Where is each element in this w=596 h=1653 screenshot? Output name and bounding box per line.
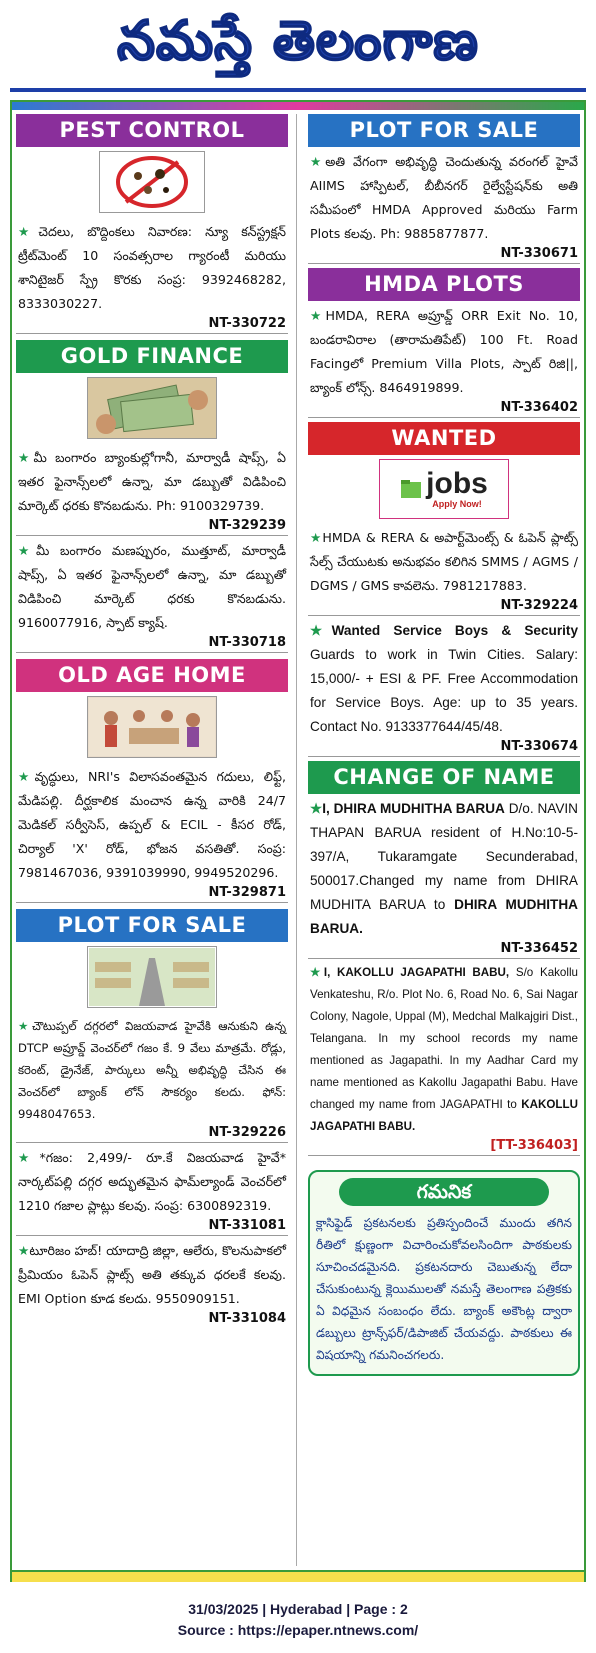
- ad-text: D/o. NAVIN THAPAN BARUA resident of H.No:10-5-397/A, Tukaramgate Secunderabad, 500017.Changed my name from DHIRA MUDHITA BARUA to: [310, 801, 578, 912]
- notice-text: క్లాసిఫైడ్ ప్రకటనలకు ప్రతిస్పందించే ముందు తగిన రీతిలో క్షుణ్ణంగా విచారించుకోవలసిందిగా పాఠకులకు సూచించడమైనది. ప్రకటనదారు చెబుతున్న లేదా చేసుకుంటున్న క్లెయిములతో నమస్తే తెలంగాణ పత్రికకు ఏ విధమైన సంబంధం లేదు. బ్యాంక్ అకౌంట్ల ద్వారా డబ్బులు ట్రాన్స్‌ఫర్/డిపాజిట్ చేయవద్దు. పాఠకులు ఈ విషయాన్ని గమనించగలరు.: [316, 1216, 572, 1362]
- notice-heading: గమనిక: [339, 1178, 549, 1206]
- top-color-strip: [12, 102, 584, 110]
- ad-text: Guards to work in Twin Cities. Salary: 15,000/- + ESI & PF. Free Accommodation for Service Boys. Age: up to 35 years. Contact No. 9133377644/45/48.: [310, 647, 578, 734]
- newspaper-title: నమస్తే తెలంగాణ: [117, 8, 479, 72]
- pest-control-image: [99, 151, 205, 213]
- masthead-rule: [10, 88, 586, 92]
- jobs-image: [379, 459, 509, 519]
- ad-text: HMDA, RERA అప్రూవ్డ్ ORR Exit No. 10, బండరావిరాల (తారామతిపేట్) 100 Ft. Road Facingలో Premium Villa Plots, స్పాట్ రిజి||, బ్యాంక్ లోన్స్. 8464919899.: [310, 308, 578, 395]
- ad-lead: Wanted Service Boys & Security: [331, 623, 579, 638]
- ad-code: NT-329239: [208, 518, 286, 533]
- ad-text: S/o Kakollu Venkateshu, R/o. Plot No. 6, Road No. 6, Sai Nagar Colony, Nagole, Uppal (M), Medchal Malkajgiri Dist., Telangana. In my school records my name mentioned as Jagapathi. In my Aadhar Card my name mentioned as Kakollu Jagapathi Babu. Have changed my name from JAGAPATHI to: [310, 966, 578, 1111]
- wanted-heading: WANTED: [308, 422, 580, 455]
- old-age-home-image: [87, 696, 217, 758]
- ad-gold-2: ★మీ బంగారం మణప్పురం, ముత్తూట్, మార్వాడీ షాప్స్, ఏ ఇతర ఫైనాన్స్‌లలో ఉన్నా, మా డబ్బుతో విడిపించి మార్కెట్ ధరకు కొనబడును. 9160077916, స్పాట్ క్యాష్. NT-330718: [16, 536, 288, 653]
- ad-text: *గజం: 2,499/- రూ.కే విజయవాడ హైవే* నార్కట్‌పల్లి దగ్గర అద్భుతమైన ఫామ్‌ల్యాండ్ వెంచర్‌లో 1210 గజాల ప్లాట్లు కలవు. సంప్ర: 6300892319.: [18, 1150, 286, 1213]
- ad-name-change-1: ★I, DHIRA MUDHITHA BARUA D/o. NAVIN THAPAN BARUA resident of H.No:10-5-397/A, Tukaramgate Secunderabad, 500017.Changed my name from DHIRA MUDHITA BARUA to DHIRA MUDHITHA BARUA. NT-336452: [308, 794, 580, 959]
- right-column: [308, 114, 580, 1376]
- ad-text: HMDA & RERA & అపార్ట్‌మెంట్స్ & ఓపెన్ ప్లాట్స్ సేల్స్ చేయుటకు అనుభవం కలిగిన SMMS / AGMS / DGMS / GMS కావలెను. 7981217883.: [310, 530, 578, 593]
- footer-source-line: Source : https://epaper.ntnews.com/: [177, 1622, 419, 1638]
- ad-code: NT-331084: [208, 1311, 286, 1326]
- ad-wanted-sales: ★HMDA & RERA & అపార్ట్‌మెంట్స్ & ఓపెన్ ప్లాట్స్ సేల్స్ చేయుటకు అనుభవం కలిగిన SMMS / AGMS / DGMS / GMS కావలెను. 7981217883. NT-329224: [308, 523, 580, 616]
- footer-date-line: 31/03/2025 | Hyderabad | Page : 2: [188, 1601, 408, 1617]
- elders-icon: [89, 698, 215, 756]
- ad-wanted-service: ★Wanted Service Boys & Security Guards to work in Twin Cities. Salary: 15,000/- + ESI & PF. Free Accommodation for Service Boys. Age: up to 35 years. Contact No. 9133377644/45/48. NT-330674: [308, 616, 580, 757]
- ad-plot-warangal: ★అతి వేగంగా అభివృద్ధి చెందుతున్న వరంగల్ హైవే AIIMS హాస్పిటల్, బీబీనగర్ రైల్వేస్టేషన్‌కు అతి సమీపంలో HMDA Approved మరియు Farm Plots కలవు. Ph: 9885877877. NT-330671: [308, 147, 580, 264]
- folder-icon: [400, 478, 422, 500]
- ad-pest-control: ★చెదలు, బొద్దింకలు నివారణ: న్యూ కన్‌స్ట్రక్షన్ ట్రీట్‌మెంట్ 10 సంవత్సరాల గ్యారంటీ మరియు శానిటైజర్ స్ప్రే కొరకు సంప్ర: 9392468282, 8333030227. NT-330722: [16, 217, 288, 334]
- ad-code: NT-329871: [208, 885, 286, 900]
- ad-code: NT-330718: [208, 635, 286, 650]
- old-age-home-heading: OLD AGE HOME: [16, 659, 288, 692]
- layout-icon: [89, 948, 215, 1006]
- ad-code: NT-336452: [500, 941, 578, 956]
- ad-text: అతి వేగంగా అభివృద్ధి చెందుతున్న వరంగల్ హైవే AIIMS హాస్పిటల్, బీబీనగర్ రైల్వేస్టేషన్‌కు అతి సమీపంలో HMDA Approved మరియు Farm Plots కలవు. Ph: 9885877877.: [310, 154, 578, 241]
- ad-hmda-plots: ★HMDA, RERA అప్రూవ్డ్ ORR Exit No. 10, బండరావిరాల (తారామతిపేట్) 100 Ft. Road Facingలో Premium Villa Plots, స్పాట్ రిజి||, బ్యాంక్ లోన్స్. 8464919899. NT-336402: [308, 301, 580, 418]
- ad-code: NT-330674: [500, 739, 578, 754]
- pest-control-heading: PEST CONTROL: [16, 114, 288, 147]
- ad-plot-3: ★టూరిజం హబ్! యాదాద్రి జిల్లా, ఆలేరు, కొలనుపాకలో ప్రీమియం ఓపెన్ ప్లాట్స్ అతి తక్కువ ధరలకే కలవు. EMI Option కూడ కలదు. 9550909151. NT-331084: [18, 1243, 286, 1326]
- ad-code: NT-336402: [500, 400, 578, 415]
- ad-code: NT-331081: [208, 1218, 286, 1233]
- ad-lead: I, DHIRA MUDHITHA BARUA: [322, 801, 505, 816]
- ad-text: చెదలు, బొద్దింకలు నివారణ: న్యూ కన్‌స్ట్రక్షన్ ట్రీట్‌మెంట్ 10 సంవత్సరాల గ్యారంటీ మరియు శానిటైజర్ స్ప్రే కొరకు సంప్ర: 9392468282, 8333030227.: [18, 224, 286, 311]
- ad-text: వృద్ధులు, NRI's విలాసవంతమైన గదులు, లిఫ్ట్, మేడిపల్లి. దీర్ఘకాలిక మంచాన ఉన్న వారికి 24/7 మెడికల్ సర్వీసెస్, ఉప్పల్ & ECIL - కీసర రోడ్, చిర్యాల్ 'X' రోడ్, భోజన వసతితో. సంప్ర: 7981467036, 9391039990, 9949520296.: [18, 769, 286, 880]
- hmda-plots-heading: HMDA PLOTS: [308, 268, 580, 301]
- notice-box: [308, 1170, 580, 1376]
- column-divider: [296, 114, 297, 1566]
- gold-finance-image: [87, 377, 217, 439]
- ad-code: NT-330671: [500, 246, 578, 261]
- ad-code: NT-329224: [500, 598, 578, 613]
- ad-plot-2: ★*గజం: 2,499/- రూ.కే విజయవాడ హైవే* నార్కట్‌పల్లి దగ్గర అద్భుతమైన ఫామ్‌ల్యాండ్ వెంచర్‌లో 1210 గజాల ప్లాట్లు కలవు. సంప్ర: 6300892319. NT-331081: [16, 1143, 288, 1236]
- ad-text: టూరిజం హబ్! యాదాద్రి జిల్లా, ఆలేరు, కొలనుపాకలో ప్రీమియం ఓపెన్ ప్లాట్స్ అతి తక్కువ ధరలకే కలవు. EMI Option కూడ కలదు. 9550909151.: [18, 1243, 286, 1306]
- ad-name-change-2: ★I, KAKOLLU JAGAPATHI BABU, S/o Kakollu Venkateshu, R/o. Plot No. 6, Road No. 6, Sai Nagar Colony, Nagole, Uppal (M), Medchal Malkajgiri Dist., Telangana. In my school records my name mentioned as Jagapathi. In my Aadhar Card my name mentioned as Kakollu Jagapathi Babu. Have changed my name from JAGAPATHI to KAKOLLU JAGAPATHI BABU. [TT-336403]: [308, 959, 580, 1156]
- classifieds-page: [10, 100, 586, 1572]
- plot-for-sale-heading-left: PLOT FOR SALE: [16, 909, 288, 942]
- plot-image: [87, 946, 217, 1008]
- gold-finance-heading: GOLD FINANCE: [16, 340, 288, 373]
- change-of-name-heading: CHANGE OF NAME: [308, 761, 580, 794]
- plot-for-sale-heading-right: PLOT FOR SALE: [308, 114, 580, 147]
- cash-icon: [92, 380, 212, 436]
- ad-gold-1: ★మీ బంగారం బ్యాంకుల్లోగానీ, మార్వాడీ షాప్స్, ఏ ఇతర ఫైనాన్స్‌లలో ఉన్నా, మా డబ్బుతో విడిపించి మార్కెట్ ధరకు కొనబడును. Ph: 9100329739. NT-329239: [16, 443, 288, 536]
- masthead: [0, 0, 596, 96]
- pest-icon: [104, 154, 200, 210]
- ad-text: మీ బంగారం మణప్పురం, ముత్తూట్, మార్వాడీ షాప్స్, ఏ ఇతర ఫైనాన్స్‌లలో ఉన్నా, మా డబ్బుతో విడిపించి మార్కెట్ ధరకు కొనబడును. 9160077916, స్పాట్ క్యాష్.: [18, 543, 286, 630]
- ad-text: మీ బంగారం బ్యాంకుల్లోగానీ, మార్వాడీ షాప్స్, ఏ ఇతర ఫైనాన్స్‌లలో ఉన్నా, మా డబ్బుతో విడిపించి మార్కెట్ ధరకు కొనబడును. Ph: 9100329739.: [18, 450, 286, 513]
- ad-code: NT-330722: [208, 316, 286, 331]
- jobs-logo-text: jobs: [426, 467, 488, 500]
- bottom-color-strip: [10, 1572, 586, 1582]
- ad-code: [TT-336403]: [490, 1138, 578, 1153]
- ad-lead: I, KAKOLLU JAGAPATHI BABU,: [323, 966, 510, 979]
- jobs-tagline: Apply Now!: [432, 499, 482, 509]
- left-column: [16, 114, 288, 1328]
- ad-text: చౌటుప్పల్ దగ్గరలో విజయవాడ హైవేకి ఆనుకుని ఉన్న DTCP అప్రూవ్డ్ వెంచర్‌లో గజం కే. 9 వేలు మాత్రమే. రోడ్లు, కరెంట్, డ్రైనేజ్, పార్కులు అన్నీ అభివృద్ధి చేసిన ఈ వెంచర్‌లో బ్యాంక్ లోన్ సౌకర్యం కలదు. ఫోన్: 9948047653.: [18, 1019, 286, 1121]
- ad-tail: DHIRA MUDHITHA BARUA.: [310, 897, 578, 936]
- ad-plot-1: ★చౌటుప్పల్ దగ్గరలో విజయవాడ హైవేకి ఆనుకుని ఉన్న DTCP అప్రూవ్డ్ వెంచర్‌లో గజం కే. 9 వేలు మాత్రమే. రోడ్లు, కరెంట్, డ్రైనేజ్, పార్కులు అన్నీ అభివృద్ధి చేసిన ఈ వెంచర్‌లో బ్యాంక్ లోన్ సౌకర్యం కలదు. ఫోన్: 9948047653. NT-329226: [16, 1012, 288, 1143]
- ad-code: NT-329226: [208, 1125, 286, 1140]
- ad-tail: KAKOLLU JAGAPATHI BABU.: [310, 1098, 578, 1133]
- ad-old-age-home: ★వృద్ధులు, NRI's విలాసవంతమైన గదులు, లిఫ్ట్, మేడిపల్లి. దీర్ఘకాలిక మంచాన ఉన్న వారికి 24/7 మెడికల్ సర్వీసెస్, ఉప్పల్ & ECIL - కీసర రోడ్, చిర్యాల్ 'X' రోడ్, భోజన వసతితో. సంప్ర: 7981467036, 9391039990, 9949520296. NT-329871: [16, 762, 288, 903]
